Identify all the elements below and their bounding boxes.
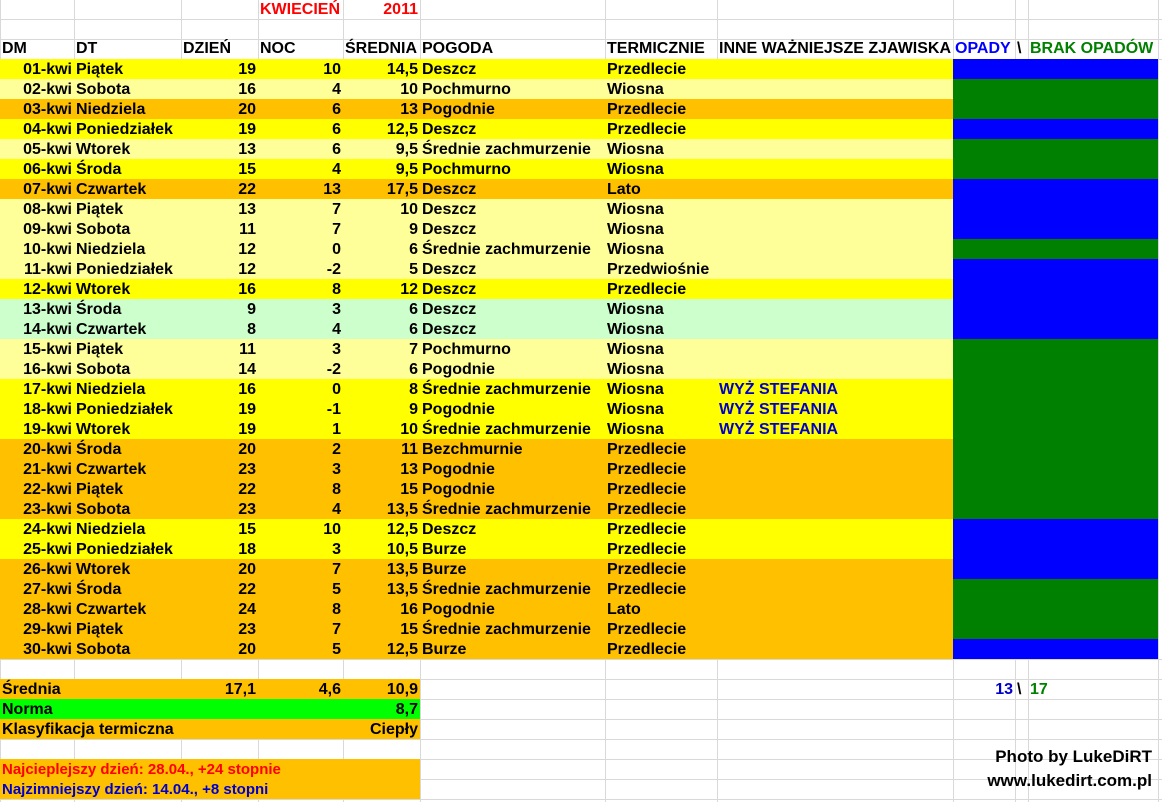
cell-dm[interactable]: 02-kwi	[23, 81, 72, 98]
cell-srednia[interactable]: 6	[409, 361, 418, 378]
cell-termicznie[interactable]: Lato	[607, 181, 641, 198]
cell-srednia[interactable]: 10,5	[386, 541, 418, 558]
cell-dt[interactable]: Piątek	[76, 61, 124, 78]
cell-pogoda[interactable]: Pochmurno	[422, 161, 511, 178]
cell-noc[interactable]: 0	[332, 241, 341, 258]
cell-pogoda[interactable]: Pogodnie	[422, 101, 495, 118]
cell-termicznie[interactable]: Wiosna	[607, 161, 664, 178]
precipitation-indicator	[953, 479, 1158, 499]
classification-label[interactable]: Klasyfikacja termiczna	[2, 721, 174, 738]
cell-dt[interactable]: Czwartek	[76, 601, 147, 618]
cell-dzien[interactable]: 19	[238, 61, 256, 78]
cell-dm[interactable]: 29-kwi	[23, 621, 72, 638]
precipitation-indicator	[953, 539, 1158, 559]
summary-separator[interactable]: \	[1017, 681, 1022, 698]
precipitation-indicator	[953, 279, 1158, 299]
cell-pogoda[interactable]: Średnie zachmurzenie	[422, 421, 591, 438]
cell-dm[interactable]: 05-kwi	[23, 141, 72, 158]
cell-dt[interactable]: Sobota	[76, 501, 131, 518]
cell-noc[interactable]: 6	[332, 101, 341, 118]
cell-pogoda[interactable]: Deszcz	[422, 201, 477, 218]
cell-dzien[interactable]: 19	[238, 421, 256, 438]
cell-dzien[interactable]: 23	[238, 621, 256, 638]
cell-srednia[interactable]: 7	[409, 341, 418, 358]
cell-dt[interactable]: Środa	[76, 581, 122, 598]
precipitation-indicator	[953, 179, 1158, 199]
cell-pogoda[interactable]: Pochmurno	[422, 341, 511, 358]
cell-dzien[interactable]: 19	[238, 121, 256, 138]
cell-noc[interactable]: 3	[332, 301, 341, 318]
precipitation-indicator	[953, 219, 1158, 239]
cell-dt[interactable]: Poniedziałek	[76, 401, 173, 418]
cell-srednia[interactable]: 12	[400, 281, 418, 298]
cell-termicznie[interactable]: Przedlecie	[607, 101, 687, 118]
cell-dm[interactable]: 04-kwi	[23, 121, 72, 138]
cell-zjawiska[interactable]: WYŻ STEFANIA	[719, 381, 839, 398]
cell-dzien[interactable]: 8	[247, 321, 256, 338]
cell-dzien[interactable]: 12	[238, 261, 256, 278]
cell-dm[interactable]: 12-kwi	[23, 281, 72, 298]
header-dt[interactable]: DT	[76, 40, 98, 57]
cell-dm[interactable]: 20-kwi	[23, 441, 72, 458]
cell-termicznie[interactable]: Przedlecie	[607, 461, 687, 478]
cell-noc[interactable]: 10	[323, 61, 341, 78]
cell-termicznie[interactable]: Wiosna	[607, 141, 664, 158]
cell-srednia[interactable]: 10	[400, 201, 418, 218]
cell-dm[interactable]: 26-kwi	[23, 561, 72, 578]
cell-dzien[interactable]: 13	[238, 201, 256, 218]
cell-pogoda[interactable]: Deszcz	[422, 181, 477, 198]
cell-dm[interactable]: 13-kwi	[23, 301, 72, 318]
cell-srednia[interactable]: 15	[400, 621, 418, 638]
cell-srednia[interactable]: 12,5	[386, 121, 418, 138]
cell-termicznie[interactable]: Wiosna	[607, 201, 664, 218]
cell-dm[interactable]: 10-kwi	[23, 241, 72, 258]
cell-dm[interactable]: 25-kwi	[23, 541, 72, 558]
cell-dt[interactable]: Niedziela	[76, 381, 146, 398]
cell-dzien[interactable]: 13	[238, 141, 256, 158]
cell-noc[interactable]: 8	[332, 481, 341, 498]
cell-dm[interactable]: 15-kwi	[23, 341, 72, 358]
cell-pogoda[interactable]: Burze	[422, 641, 467, 658]
cell-noc[interactable]: -1	[326, 401, 341, 418]
cell-pogoda[interactable]: Deszcz	[422, 261, 477, 278]
cell-srednia[interactable]: 9	[409, 221, 418, 238]
cell-srednia[interactable]: 5	[409, 261, 418, 278]
cell-pogoda[interactable]: Deszcz	[422, 521, 477, 538]
cell-dm[interactable]: 19-kwi	[23, 421, 72, 438]
cell-noc[interactable]: -2	[326, 361, 341, 378]
cell-srednia[interactable]: 13,5	[386, 581, 418, 598]
cell-termicznie[interactable]: Przedwiośnie	[607, 261, 710, 278]
month-title[interactable]: KWIECIEŃ	[260, 1, 340, 18]
cell-termicznie[interactable]: Przedlecie	[607, 581, 687, 598]
cell-noc[interactable]: 1	[332, 421, 341, 438]
cell-dzien[interactable]: 18	[238, 541, 256, 558]
precipitation-indicator	[953, 139, 1158, 159]
cell-dzien[interactable]: 20	[238, 561, 256, 578]
cell-srednia[interactable]: 13	[400, 101, 418, 118]
cell-pogoda[interactable]: Średnie zachmurzenie	[422, 501, 591, 518]
precipitation-indicator	[953, 339, 1158, 359]
year-title[interactable]: 2011	[383, 1, 418, 18]
cell-noc[interactable]: 4	[332, 501, 341, 518]
header-noc[interactable]: NOC	[260, 40, 296, 57]
cell-pogoda[interactable]: Deszcz	[422, 221, 477, 238]
header-brak-opadow[interactable]: BRAK OPADÓW	[1030, 40, 1154, 57]
cell-pogoda[interactable]: Pochmurno	[422, 81, 511, 98]
cell-dzien[interactable]: 11	[239, 221, 256, 238]
header-dm[interactable]: DM	[2, 40, 27, 57]
cell-dzien[interactable]: 22	[238, 181, 256, 198]
cell-dm[interactable]: 27-kwi	[23, 581, 72, 598]
cell-termicznie[interactable]: Wiosna	[607, 361, 664, 378]
cell-pogoda[interactable]: Średnie zachmurzenie	[422, 581, 591, 598]
cell-dt[interactable]: Czwartek	[76, 181, 147, 198]
grid-column-line	[1158, 0, 1159, 802]
cell-dt[interactable]: Środa	[76, 441, 122, 458]
cell-dzien[interactable]: 11	[239, 341, 256, 358]
precipitation-indicator	[953, 299, 1158, 319]
cell-dt[interactable]: Piątek	[76, 621, 124, 638]
summary-average-label[interactable]: Średnia	[2, 681, 61, 698]
cell-dm[interactable]: 01-kwi	[23, 61, 72, 78]
cell-pogoda[interactable]: Pogodnie	[422, 601, 495, 618]
cell-dm[interactable]: 03-kwi	[23, 101, 72, 118]
cell-pogoda[interactable]: Burze	[422, 541, 467, 558]
cell-dt[interactable]: Wtorek	[76, 561, 131, 578]
cell-termicznie[interactable]: Wiosna	[607, 221, 664, 238]
cell-noc[interactable]: 7	[332, 201, 341, 218]
header-dzien[interactable]: DZIEŃ	[183, 40, 231, 57]
cell-dt[interactable]: Środa	[76, 301, 122, 318]
cell-noc[interactable]: 7	[332, 221, 341, 238]
cell-dm[interactable]: 23-kwi	[23, 501, 72, 518]
grid-row-line	[0, 19, 1162, 20]
cell-dm[interactable]: 22-kwi	[23, 481, 72, 498]
cell-srednia[interactable]: 13,5	[386, 561, 418, 578]
cell-noc[interactable]: -2	[326, 261, 341, 278]
cell-dzien[interactable]: 16	[238, 81, 256, 98]
cell-noc[interactable]: 4	[332, 81, 341, 98]
cell-termicznie[interactable]: Wiosna	[607, 421, 664, 438]
cell-termicznie[interactable]: Przedlecie	[607, 641, 687, 658]
cell-pogoda[interactable]: Średnie zachmurzenie	[422, 381, 591, 398]
cell-dt[interactable]: Niedziela	[76, 521, 146, 538]
cell-srednia[interactable]: 17,5	[386, 181, 418, 198]
cell-dzien[interactable]: 16	[238, 381, 256, 398]
cell-dt[interactable]: Piątek	[76, 341, 124, 358]
cell-dzien[interactable]: 24	[238, 601, 256, 618]
cell-srednia[interactable]: 6	[409, 241, 418, 258]
cell-termicznie[interactable]: Przedlecie	[607, 121, 687, 138]
precipitation-indicator	[953, 499, 1158, 519]
cell-noc[interactable]: 3	[332, 461, 341, 478]
header-termicznie[interactable]: TERMICZNIE	[607, 40, 705, 57]
cell-pogoda[interactable]: Bezchmurnie	[422, 441, 523, 458]
cell-srednia[interactable]: 6	[409, 301, 418, 318]
cell-dt[interactable]: Poniedziałek	[76, 541, 173, 558]
precipitation-indicator	[953, 259, 1158, 279]
cell-pogoda[interactable]: Średnie zachmurzenie	[422, 621, 591, 638]
cell-dt[interactable]: Piątek	[76, 481, 124, 498]
precipitation-indicator	[953, 379, 1158, 399]
cell-termicznie[interactable]: Lato	[607, 601, 641, 618]
precipitation-indicator	[953, 319, 1158, 339]
cell-pogoda[interactable]: Pogodnie	[422, 361, 495, 378]
cell-srednia[interactable]: 12,5	[386, 521, 418, 538]
cell-dt[interactable]: Niedziela	[76, 241, 146, 258]
precipitation-indicator	[953, 59, 1158, 79]
cell-noc[interactable]: 3	[332, 341, 341, 358]
cell-dm[interactable]: 08-kwi	[23, 201, 72, 218]
cell-srednia[interactable]: 14,5	[386, 61, 418, 78]
hottest-day[interactable]: Najcieplejszy dzień: 28.04., +24 stopnie	[2, 761, 281, 778]
cell-dt[interactable]: Niedziela	[76, 101, 146, 118]
precipitation-indicator	[953, 239, 1158, 259]
cell-pogoda[interactable]: Średnie zachmurzenie	[422, 241, 591, 258]
cell-srednia[interactable]: 11	[401, 441, 418, 458]
cell-dt[interactable]: Wtorek	[76, 281, 131, 298]
cell-dm[interactable]: 11-kwi	[23, 261, 72, 278]
cell-dt[interactable]: Sobota	[76, 361, 131, 378]
cell-dzien[interactable]: 20	[238, 101, 256, 118]
header-separator[interactable]: \	[1017, 40, 1022, 57]
cell-dm[interactable]: 28-kwi	[23, 601, 72, 618]
cell-zjawiska[interactable]: WYŻ STEFANIA	[719, 401, 839, 418]
cell-noc[interactable]: 8	[332, 601, 341, 618]
cell-dm[interactable]: 30-kwi	[23, 641, 72, 658]
cell-dt[interactable]: Sobota	[76, 81, 131, 98]
cell-noc[interactable]: 13	[323, 181, 341, 198]
cell-dt[interactable]: Poniedziałek	[76, 121, 173, 138]
cell-dt[interactable]: Wtorek	[76, 141, 131, 158]
cell-dzien[interactable]: 14	[238, 361, 256, 378]
cell-dzien[interactable]: 16	[238, 281, 256, 298]
norm-value[interactable]: 8,7	[395, 701, 418, 718]
cell-pogoda[interactable]: Pogodnie	[422, 461, 495, 478]
cell-dm[interactable]: 07-kwi	[23, 181, 72, 198]
cell-termicznie[interactable]: Przedlecie	[607, 541, 687, 558]
cell-dzien[interactable]: 23	[238, 461, 256, 478]
precipitation-indicator	[953, 159, 1158, 179]
cell-dzien[interactable]: 12	[238, 241, 256, 258]
cell-dt[interactable]: Środa	[76, 161, 122, 178]
classification-value[interactable]: Ciepły	[369, 721, 418, 738]
header-zjawiska[interactable]: INNE WAŻNIEJSZE ZJAWISKA	[719, 40, 952, 57]
cell-srednia[interactable]: 10	[400, 421, 418, 438]
cell-dt[interactable]: Sobota	[76, 221, 131, 238]
coldest-day[interactable]: Najzimniejszy dzień: 14.04., +8 stopni	[2, 781, 269, 798]
summary-avg-dzien[interactable]: 17,1	[224, 681, 256, 698]
norm-label[interactable]: Norma	[2, 701, 53, 718]
cell-termicznie[interactable]: Przedlecie	[607, 521, 687, 538]
summary-avg-srednia[interactable]: 10,9	[386, 681, 418, 698]
cell-dzien[interactable]: 20	[238, 441, 256, 458]
cell-termicznie[interactable]: Przedlecie	[607, 481, 687, 498]
cell-noc[interactable]: 6	[332, 121, 341, 138]
cell-termicznie[interactable]: Wiosna	[607, 401, 664, 418]
precipitation-indicator	[953, 119, 1158, 139]
cell-termicznie[interactable]: Wiosna	[607, 81, 664, 98]
cell-srednia[interactable]: 8	[409, 381, 418, 398]
cell-srednia[interactable]: 12,5	[386, 641, 418, 658]
cell-pogoda[interactable]: Deszcz	[422, 121, 477, 138]
precipitation-indicator	[953, 399, 1158, 419]
cell-dm[interactable]: 21-kwi	[23, 461, 72, 478]
cell-noc[interactable]: 3	[332, 541, 341, 558]
precipitation-indicator	[953, 79, 1158, 99]
cell-pogoda[interactable]: Deszcz	[422, 301, 477, 318]
cell-dzien[interactable]: 22	[238, 581, 256, 598]
cell-termicznie[interactable]: Wiosna	[607, 321, 664, 338]
cell-termicznie[interactable]: Przedlecie	[607, 561, 687, 578]
cell-pogoda[interactable]: Deszcz	[422, 321, 477, 338]
precipitation-indicator	[953, 639, 1158, 659]
cell-pogoda[interactable]: Deszcz	[422, 281, 477, 298]
cell-noc[interactable]: 2	[332, 441, 341, 458]
header-srednia[interactable]: ŚREDNIA	[345, 40, 418, 57]
cell-srednia[interactable]: 9	[409, 401, 418, 418]
cell-termicznie[interactable]: Przedlecie	[607, 281, 687, 298]
cell-dt[interactable]: Piątek	[76, 201, 124, 218]
precipitation-indicator	[953, 439, 1158, 459]
precipitation-indicator	[953, 579, 1158, 599]
summary-opady-count[interactable]: 13	[995, 681, 1013, 698]
cell-termicznie[interactable]: Wiosna	[607, 341, 664, 358]
cell-noc[interactable]: 4	[332, 161, 341, 178]
cell-termicznie[interactable]: Przedlecie	[607, 441, 687, 458]
cell-dzien[interactable]: 20	[238, 641, 256, 658]
cell-srednia[interactable]: 15	[400, 481, 418, 498]
cell-noc[interactable]: 5	[332, 641, 341, 658]
cell-dm[interactable]: 06-kwi	[23, 161, 72, 178]
precipitation-indicator	[953, 459, 1158, 479]
cell-dm[interactable]: 14-kwi	[23, 321, 72, 338]
cell-noc[interactable]: 6	[332, 141, 341, 158]
precipitation-indicator	[953, 199, 1158, 219]
cell-noc[interactable]: 8	[332, 281, 341, 298]
cell-dzien[interactable]: 15	[238, 161, 256, 178]
cell-srednia[interactable]: 10	[400, 81, 418, 98]
cell-dm[interactable]: 24-kwi	[23, 521, 72, 538]
cell-srednia[interactable]: 6	[409, 321, 418, 338]
cell-termicznie[interactable]: Wiosna	[607, 381, 664, 398]
cell-dm[interactable]: 18-kwi	[23, 401, 72, 418]
precipitation-indicator	[953, 619, 1158, 639]
cell-dzien[interactable]: 23	[238, 501, 256, 518]
summary-brak-count[interactable]: 17	[1030, 681, 1048, 698]
cell-zjawiska[interactable]: WYŻ STEFANIA	[719, 421, 839, 438]
cell-srednia[interactable]: 13,5	[386, 501, 418, 518]
cell-pogoda[interactable]: Deszcz	[422, 61, 477, 78]
cell-srednia[interactable]: 16	[400, 601, 418, 618]
cell-dm[interactable]: 17-kwi	[23, 381, 72, 398]
precipitation-indicator	[953, 99, 1158, 119]
cell-noc[interactable]: 5	[332, 581, 341, 598]
cell-dzien[interactable]: 22	[238, 481, 256, 498]
cell-noc[interactable]: 7	[332, 561, 341, 578]
summary-avg-noc[interactable]: 4,6	[318, 681, 341, 698]
cell-pogoda[interactable]: Burze	[422, 561, 467, 578]
cell-srednia[interactable]: 9,5	[395, 161, 418, 178]
precipitation-indicator	[953, 599, 1158, 619]
cell-srednia[interactable]: 13	[400, 461, 418, 478]
cell-dt[interactable]: Poniedziałek	[76, 261, 173, 278]
cell-dm[interactable]: 16-kwi	[23, 361, 72, 378]
cell-pogoda[interactable]: Pogodnie	[422, 481, 495, 498]
cell-noc[interactable]: 0	[332, 381, 341, 398]
cell-noc[interactable]: 7	[332, 621, 341, 638]
cell-noc[interactable]: 10	[323, 521, 341, 538]
precipitation-indicator	[953, 559, 1158, 579]
precipitation-indicator	[953, 359, 1158, 379]
photo-credit: Photo by LukeDiRT	[995, 747, 1152, 766]
cell-termicznie[interactable]: Wiosna	[607, 241, 664, 258]
cell-pogoda[interactable]: Pogodnie	[422, 401, 495, 418]
cell-noc[interactable]: 4	[332, 321, 341, 338]
cell-dm[interactable]: 09-kwi	[23, 221, 72, 238]
cell-dzien[interactable]: 15	[238, 521, 256, 538]
website-credit: www.lukedirt.com.pl	[987, 771, 1152, 790]
cell-dzien[interactable]: 19	[238, 401, 256, 418]
cell-termicznie[interactable]: Wiosna	[607, 301, 664, 318]
cell-pogoda[interactable]: Średnie zachmurzenie	[422, 141, 591, 158]
cell-srednia[interactable]: 9,5	[395, 141, 418, 158]
cell-termicznie[interactable]: Przedlecie	[607, 621, 687, 638]
cell-termicznie[interactable]: Przedlecie	[607, 61, 687, 78]
header-opady[interactable]: OPADY	[955, 40, 1011, 57]
header-pogoda[interactable]: POGODA	[422, 40, 494, 57]
precipitation-indicator	[953, 519, 1158, 539]
cell-termicznie[interactable]: Przedlecie	[607, 501, 687, 518]
cell-dzien[interactable]: 9	[247, 301, 256, 318]
cell-dt[interactable]: Sobota	[76, 641, 131, 658]
cell-dt[interactable]: Czwartek	[76, 321, 147, 338]
cell-dt[interactable]: Czwartek	[76, 461, 147, 478]
precipitation-indicator	[953, 419, 1158, 439]
cell-dt[interactable]: Wtorek	[76, 421, 131, 438]
